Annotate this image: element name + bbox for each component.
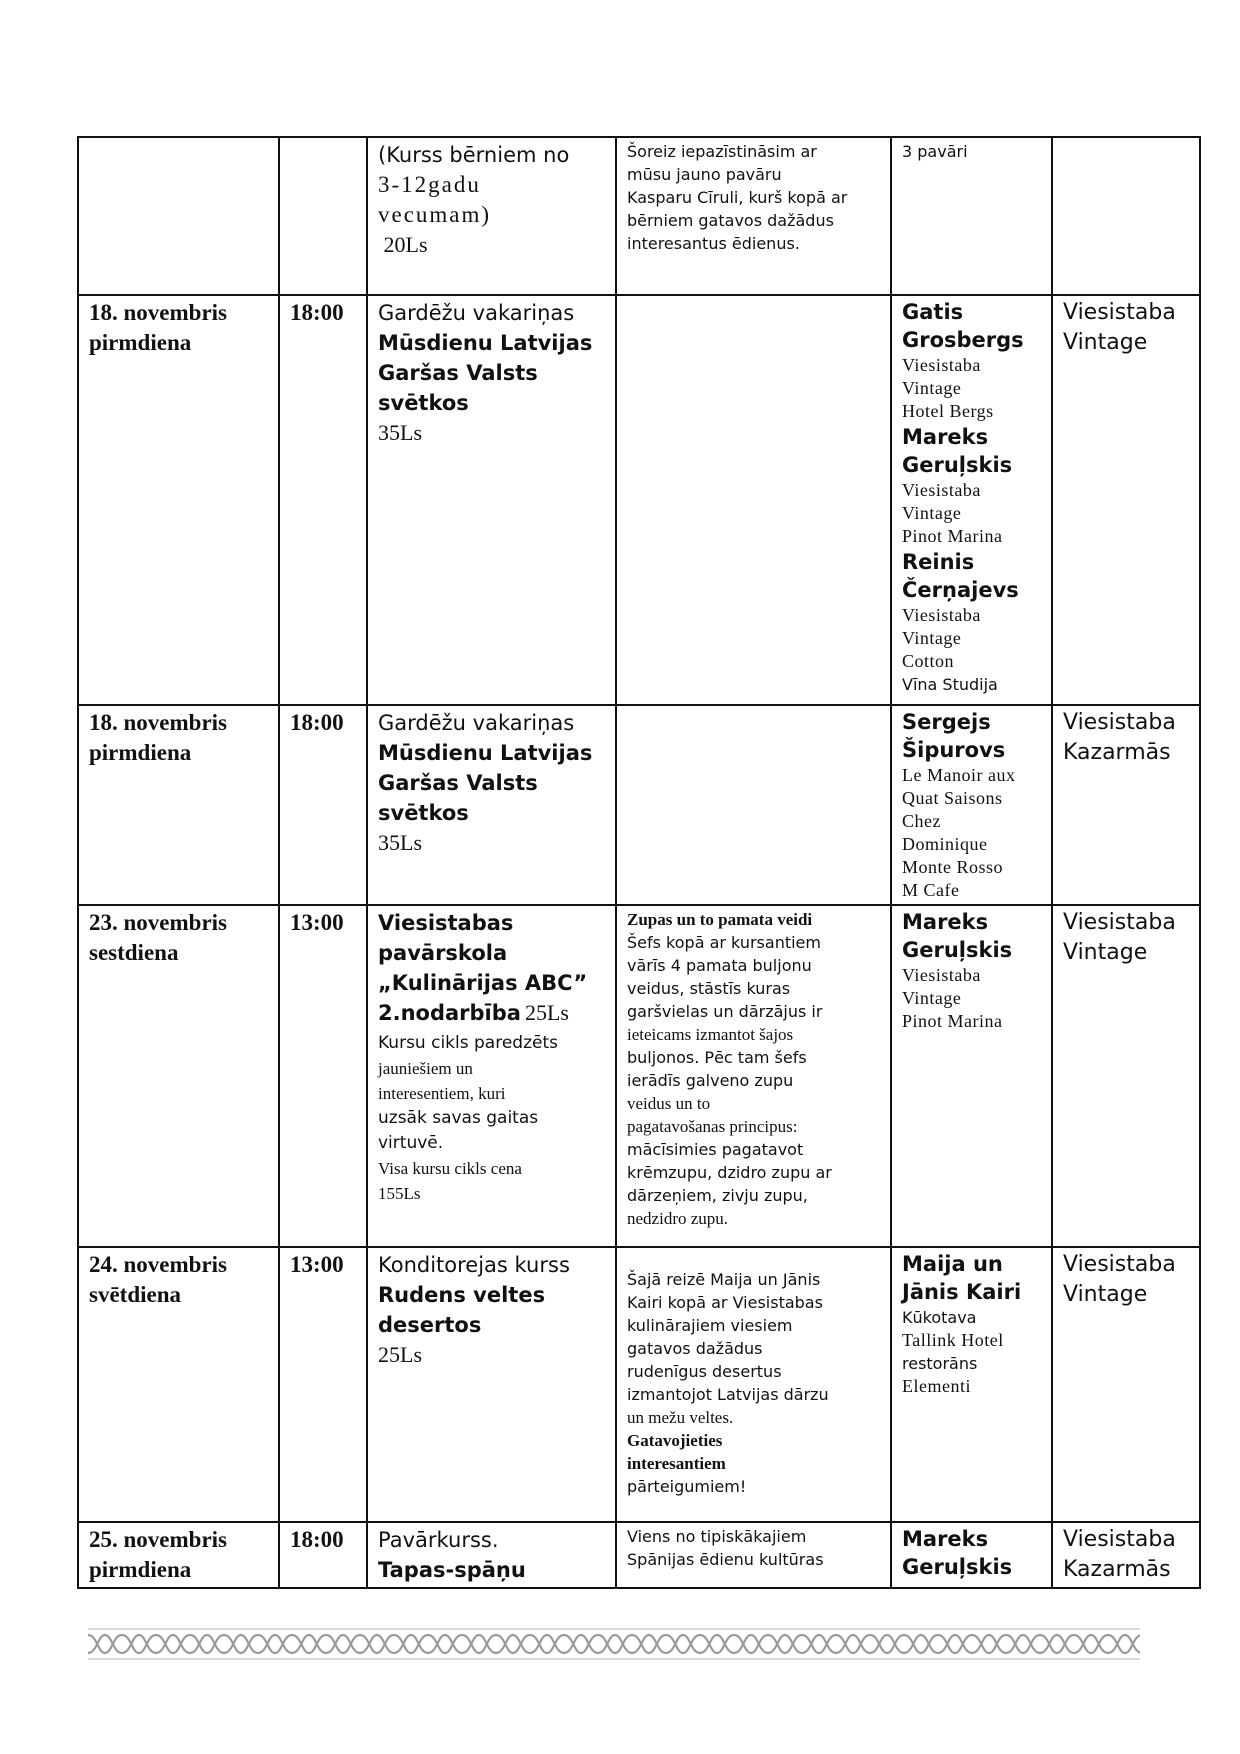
course-note: jauniešiem un	[378, 1059, 473, 1078]
course-note: uzsāk savas gaitas	[378, 1108, 539, 1128]
event-weekday: sestdiena	[89, 940, 179, 965]
time-cell	[279, 1247, 367, 1522]
chef-place: Le Manoir aux	[902, 765, 1016, 785]
description-line: ieteicams izmantot šajos	[627, 1025, 794, 1044]
time-cell	[279, 295, 367, 705]
event-time: 18:00	[290, 300, 344, 325]
description-line: Viens no tipiskākajiem	[627, 1527, 807, 1546]
venue-cell	[1052, 1247, 1200, 1522]
chef-name: Jānis Kairi	[902, 1280, 1022, 1304]
event-weekday: pirmdiena	[89, 1557, 192, 1582]
event-title-line: (Kurss bērniem no	[378, 143, 570, 167]
description-line: gatavos dažādus	[627, 1339, 763, 1358]
description-cell	[616, 137, 891, 295]
description-line: dārzeņiem, zivju zupu,	[627, 1186, 808, 1205]
chef-place: Viesistaba	[902, 605, 981, 625]
event-title-line: 3-12gadu	[378, 172, 481, 197]
course-note: 155Ls	[378, 1184, 421, 1203]
description-line: buljonos. Pēc tam šefs	[627, 1048, 807, 1067]
venue-line: Viesistaba	[1063, 710, 1176, 735]
description-line: nedzidro zupu.	[627, 1209, 729, 1228]
event-weekday: pirmdiena	[89, 330, 192, 355]
description-line: kulinārajiem viesiem	[627, 1316, 793, 1335]
event-title-line: desertos	[378, 1313, 482, 1337]
course-note: Visa kursu cikls cena	[378, 1159, 522, 1178]
event-cell	[367, 1247, 616, 1522]
venue-line: Viesistaba	[1063, 1252, 1176, 1277]
description-cell	[616, 1522, 891, 1588]
venue-cell	[1052, 705, 1200, 905]
event-intro: Gardēžu vakariņas	[378, 301, 575, 325]
description-line: Gatavojieties	[627, 1431, 723, 1450]
table-row	[78, 137, 1200, 295]
date-cell	[78, 1247, 279, 1522]
chef-name: Grosbergs	[902, 328, 1024, 352]
event-cell	[367, 137, 616, 295]
venue-line: Viesistaba	[1063, 910, 1176, 935]
chef-place: restorāns	[902, 1354, 978, 1373]
chef-cell	[891, 705, 1052, 905]
chef-place: Kūkotava	[902, 1308, 977, 1327]
event-intro: Gardēžu vakariņas	[378, 711, 575, 735]
description-line: vārīs 4 pamata buljonu	[627, 956, 812, 975]
chef-place: Viesistaba	[902, 965, 981, 985]
venue-line: Kazarmās	[1063, 740, 1171, 765]
chef-place: Vintage	[902, 378, 962, 398]
event-cell	[367, 295, 616, 705]
venue-cell	[1052, 905, 1200, 1247]
table-row	[78, 705, 1200, 905]
event-price: 35Ls	[378, 830, 422, 855]
chef-place: Vintage	[902, 628, 962, 648]
date-cell	[78, 905, 279, 1247]
chef-name: Geruļskis	[902, 938, 1013, 962]
event-title-line: Tapas-spāņu	[378, 1558, 526, 1582]
venue-line: Viesistaba	[1063, 1527, 1176, 1552]
time-cell	[279, 1522, 367, 1588]
chef-place: Chez	[902, 811, 941, 831]
chef-place: Pinot Marina	[902, 526, 1003, 546]
venue-line: Vintage	[1063, 940, 1148, 965]
venue-line: Viesistaba	[1063, 300, 1176, 325]
event-time: 13:00	[290, 1252, 344, 1277]
description-cell	[616, 1247, 891, 1522]
event-price: 25Ls	[524, 1000, 569, 1025]
time-cell	[279, 705, 367, 905]
chef-place: Vintage	[902, 988, 962, 1008]
event-title-line: Rudens veltes	[378, 1283, 546, 1307]
date-cell	[78, 137, 279, 295]
venue-cell	[1052, 295, 1200, 705]
description-line: izmantojot Latvijas dārzu	[627, 1385, 829, 1404]
time-cell	[279, 905, 367, 1247]
event-intro: Pavārkurss.	[378, 1528, 499, 1552]
table-row	[78, 905, 1200, 1247]
chef-place: Monte Rosso	[902, 857, 1004, 877]
description-line: Šoreiz iepazīstināsim ar	[627, 142, 817, 161]
chef-place: Pinot Marina	[902, 1011, 1003, 1031]
event-cell	[367, 1522, 616, 1588]
description-line: Šajā reizē Maija un Jānis	[627, 1270, 821, 1289]
event-time: 13:00	[290, 910, 344, 935]
chef-place: Viesistaba	[902, 480, 981, 500]
chef-name: Gatis	[902, 300, 964, 324]
event-title-line: „Kulinārijas ABC”	[378, 971, 588, 995]
description-line: krēmzupu, dzidro zupu ar	[627, 1163, 832, 1182]
description-cell	[616, 905, 891, 1247]
chef-place: Elementi	[902, 1376, 971, 1396]
chef-cell	[891, 905, 1052, 1247]
venue-cell	[1052, 137, 1200, 295]
event-cell	[367, 905, 616, 1247]
chef-name: Sergejs	[902, 710, 991, 734]
event-title-line: svētkos	[378, 391, 469, 415]
chef-place: M Cafe	[902, 880, 960, 900]
event-title-line: Mūsdienu Latvijas	[378, 741, 593, 765]
chef-place: Viesistaba	[902, 355, 981, 375]
chef-place: Hotel Bergs	[902, 401, 994, 421]
event-weekday: pirmdiena	[89, 740, 192, 765]
venue-line: Vintage	[1063, 1282, 1148, 1307]
event-price: 20Ls	[378, 232, 428, 257]
venue-cell	[1052, 1522, 1200, 1588]
description-cell	[616, 705, 891, 905]
session-label: 2.nodarbība	[378, 1001, 521, 1025]
event-title-line: Mūsdienu Latvijas	[378, 331, 593, 355]
event-date: 24. novembris	[89, 1252, 227, 1277]
description-line: ierādīs galveno zupu	[627, 1071, 794, 1090]
date-cell	[78, 705, 279, 905]
chef-cell	[891, 1247, 1052, 1522]
description-line: Kairi kopā ar Viesistabas	[627, 1293, 823, 1312]
description-line: bērniem gatavos dažādus	[627, 211, 834, 230]
description-line: un mežu veltes.	[627, 1408, 734, 1427]
event-title-line: Garšas Valsts	[378, 771, 538, 795]
date-cell	[78, 1522, 279, 1588]
event-title-line: vecumam)	[378, 202, 492, 227]
course-note: Kursu cikls paredzēts	[378, 1033, 558, 1053]
event-date: 18. novembris	[89, 300, 227, 325]
schedule-table	[77, 136, 1201, 1589]
description-line: garšvielas un dārzājus ir	[627, 1002, 823, 1021]
chef-cell	[891, 137, 1052, 295]
description-line: Šefs kopā ar kursantiem	[627, 933, 821, 952]
chef-cell	[891, 1522, 1052, 1588]
event-date: 25. novembris	[89, 1527, 227, 1552]
table-row	[78, 1522, 1200, 1588]
chef-name: Mareks	[902, 910, 989, 934]
course-note: virtuvē.	[378, 1133, 444, 1153]
description-line: interesantus ēdienus.	[627, 234, 800, 253]
event-title-line: pavārskola	[378, 941, 508, 965]
chef-name: Geruļskis	[902, 1555, 1013, 1579]
event-price: 35Ls	[378, 420, 422, 445]
chef-name: Šipurovs	[902, 738, 1006, 762]
chef-name: Mareks	[902, 425, 989, 449]
chef-place: Quat Saisons	[902, 788, 1003, 808]
description-line: Spānijas ēdienu kultūras	[627, 1550, 824, 1569]
event-time: 18:00	[290, 1527, 344, 1552]
description-line: pagatavošanas principus:	[627, 1117, 798, 1136]
description-line: veidus, stāstīs kuras	[627, 979, 791, 998]
chef-name: Reinis	[902, 550, 975, 574]
chef-place: Tallink Hotel	[902, 1330, 1004, 1350]
event-cell	[367, 705, 616, 905]
event-time: 18:00	[290, 710, 344, 735]
course-note: interesentiem, kuri	[378, 1084, 506, 1103]
description-line: rudenīgus desertus	[627, 1362, 782, 1381]
description-title: Zupas un to pamata veidi	[627, 910, 813, 929]
description-line: pārteigumiem!	[627, 1477, 747, 1496]
venue-line: Vintage	[1063, 330, 1148, 355]
chef-name: Čerņajevs	[902, 578, 1019, 602]
event-intro: Konditorejas kurss	[378, 1253, 570, 1277]
description-line: mūsu jauno pavāru	[627, 165, 782, 184]
table-row	[78, 1247, 1200, 1522]
description-cell	[616, 295, 891, 705]
event-title-line: svētkos	[378, 801, 469, 825]
chef-place: Vintage	[902, 503, 962, 523]
event-date: 18. novembris	[89, 710, 227, 735]
description-line: veidus un to	[627, 1094, 711, 1113]
event-price: 25Ls	[378, 1342, 422, 1367]
event-weekday: svētdiena	[89, 1282, 181, 1307]
table-row	[78, 295, 1200, 705]
event-date: 23. novembris	[89, 910, 227, 935]
description-line: interesantiem	[627, 1454, 726, 1473]
chef-name: Maija un	[902, 1252, 1003, 1276]
decorative-border-ornament	[88, 1625, 1140, 1663]
date-cell	[78, 295, 279, 705]
chef-note: 3 pavāri	[902, 142, 968, 161]
description-line: Kasparu Cīruli, kurš kopā ar	[627, 188, 848, 207]
description-line: mācīsimies pagatavot	[627, 1140, 804, 1159]
chef-name: Geruļskis	[902, 453, 1013, 477]
event-title-line: Garšas Valsts	[378, 361, 538, 385]
chef-name: Mareks	[902, 1527, 989, 1551]
event-title-line: Viesistabas	[378, 911, 514, 935]
chef-place: Dominique	[902, 834, 988, 854]
chef-place: Vīna Studija	[902, 675, 998, 694]
chef-cell	[891, 295, 1052, 705]
venue-line: Kazarmās	[1063, 1557, 1171, 1582]
chef-place: Cotton	[902, 651, 955, 671]
time-cell	[279, 137, 367, 295]
